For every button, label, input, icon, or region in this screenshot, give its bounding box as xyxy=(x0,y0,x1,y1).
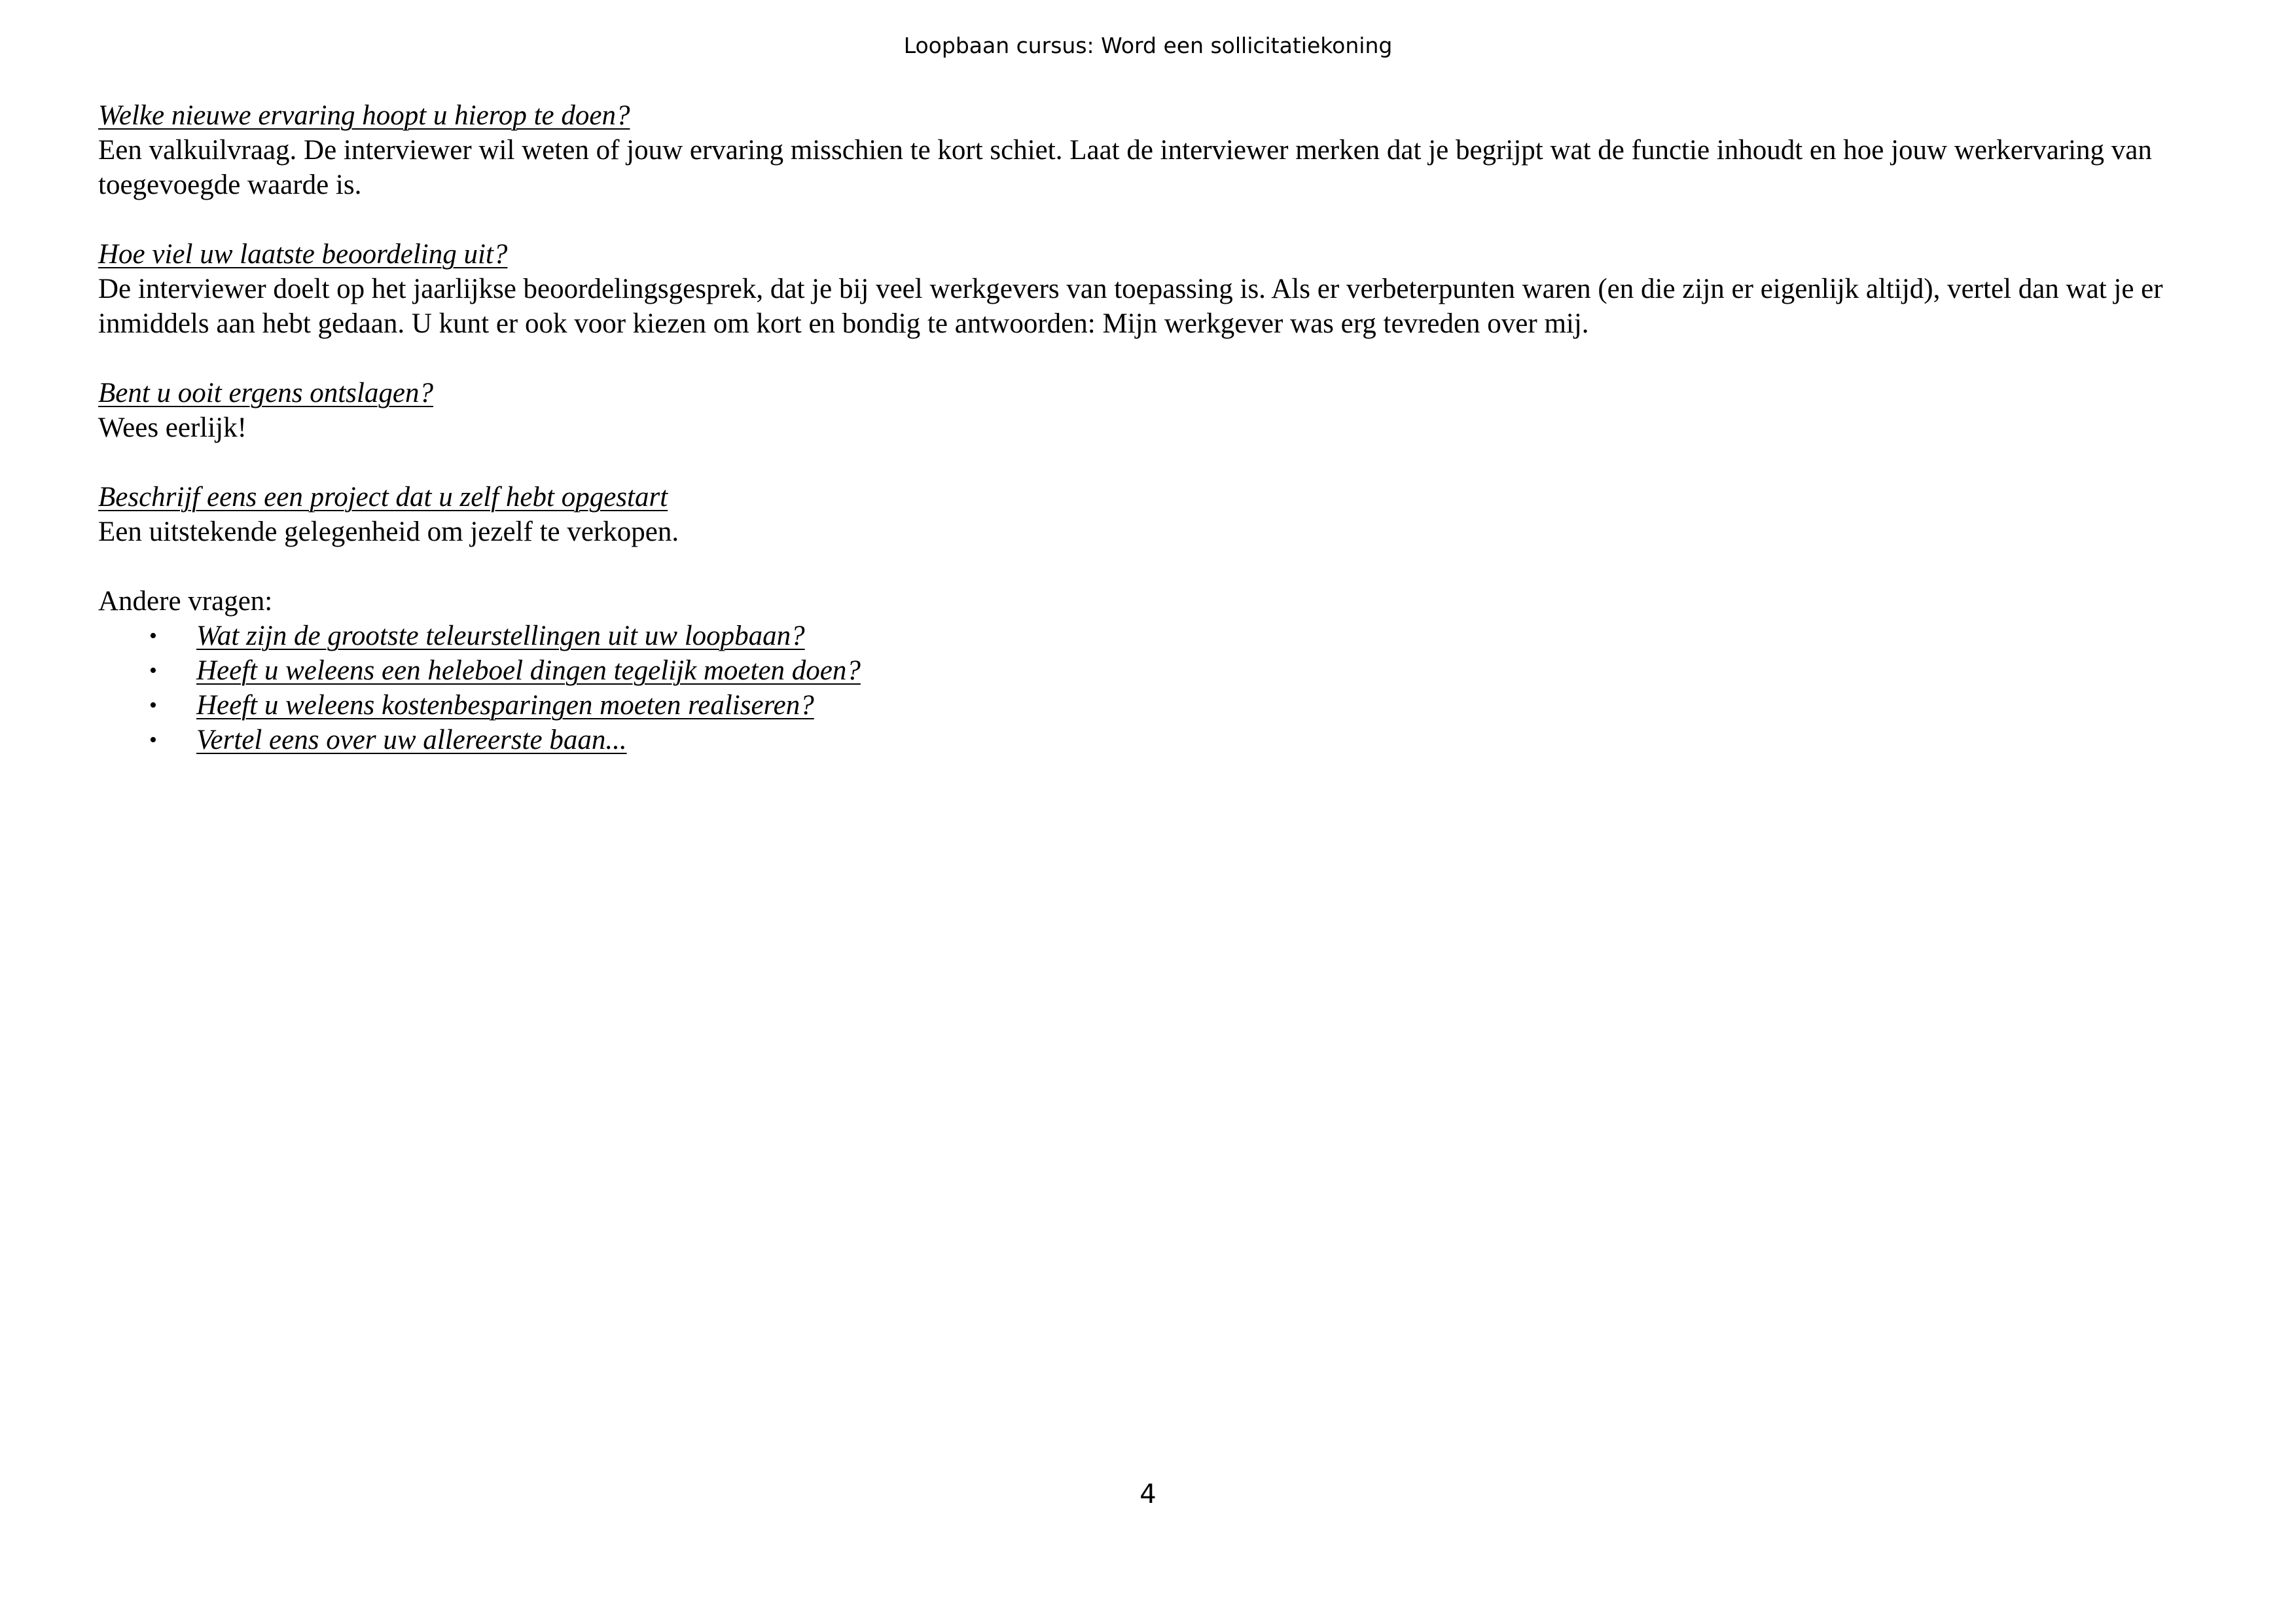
section-other-questions xyxy=(98,584,2212,757)
other-questions-label: Andere vragen: xyxy=(98,586,273,617)
question-heading: Hoe viel uw laatste beoordeling uit? xyxy=(98,239,508,270)
other-questions-list xyxy=(98,619,2212,757)
list-item xyxy=(149,688,2212,723)
bullet-icon: • xyxy=(149,693,157,717)
bullet-icon: • xyxy=(149,624,157,648)
list-item-text: Vertel eens over uw allereerste baan... xyxy=(196,725,627,755)
answer-text: De interviewer doelt op het jaarlijkse beoordelingsgesprek, dat je bij veel werkgevers van toepassing is. Als er verbeterpunten waren (en die zijn er eigenlijk altijd), vertel dan wat je er inmiddels aan hebt gedaan. U kunt er ook voor kiezen om kort en bondig te antwoorden: Mijn werkgever was erg tevreden over mij. xyxy=(98,274,2163,339)
list-item-text: Heeft u weleens kostenbesparingen moeten realiseren? xyxy=(196,690,814,721)
question-heading: Beschrijf eens een project dat u zelf hebt opgestart xyxy=(98,482,668,513)
bullet-icon: • xyxy=(149,659,157,683)
question-heading: Welke nieuwe ervaring hoopt u hierop te doen? xyxy=(98,100,630,131)
answer-text: Een uitstekende gelegenheid om jezelf te verkopen. xyxy=(98,516,679,547)
answer-text: Wees eerlijk! xyxy=(98,412,247,443)
section-new-experience xyxy=(98,98,2212,202)
answer-text: Een valkuilvraag. De interviewer wil weten of jouw ervaring misschien te kort schiet. Laat de interviewer merken dat je begrijpt wat de functie inhoudt en hoe jouw werkervaring van toegevoegde waarde is. xyxy=(98,135,2152,200)
bullet-icon: • xyxy=(149,728,157,752)
question-heading: Bent u ooit ergens ontslagen? xyxy=(98,378,433,408)
page-header: Loopbaan cursus: Word een sollicitatiekoning xyxy=(903,33,1393,58)
section-last-review xyxy=(98,237,2212,341)
section-project xyxy=(98,480,2212,549)
document-body xyxy=(98,98,2212,792)
page-number: 4 xyxy=(1139,1479,1157,1509)
section-fired xyxy=(98,376,2212,445)
list-item-text: Heeft u weleens een heleboel dingen tegelijk moeten doen? xyxy=(196,655,861,686)
list-item xyxy=(149,619,2212,653)
list-item xyxy=(149,723,2212,757)
list-item xyxy=(149,653,2212,688)
list-item-text: Wat zijn de grootste teleurstellingen uit uw loopbaan? xyxy=(196,621,805,651)
